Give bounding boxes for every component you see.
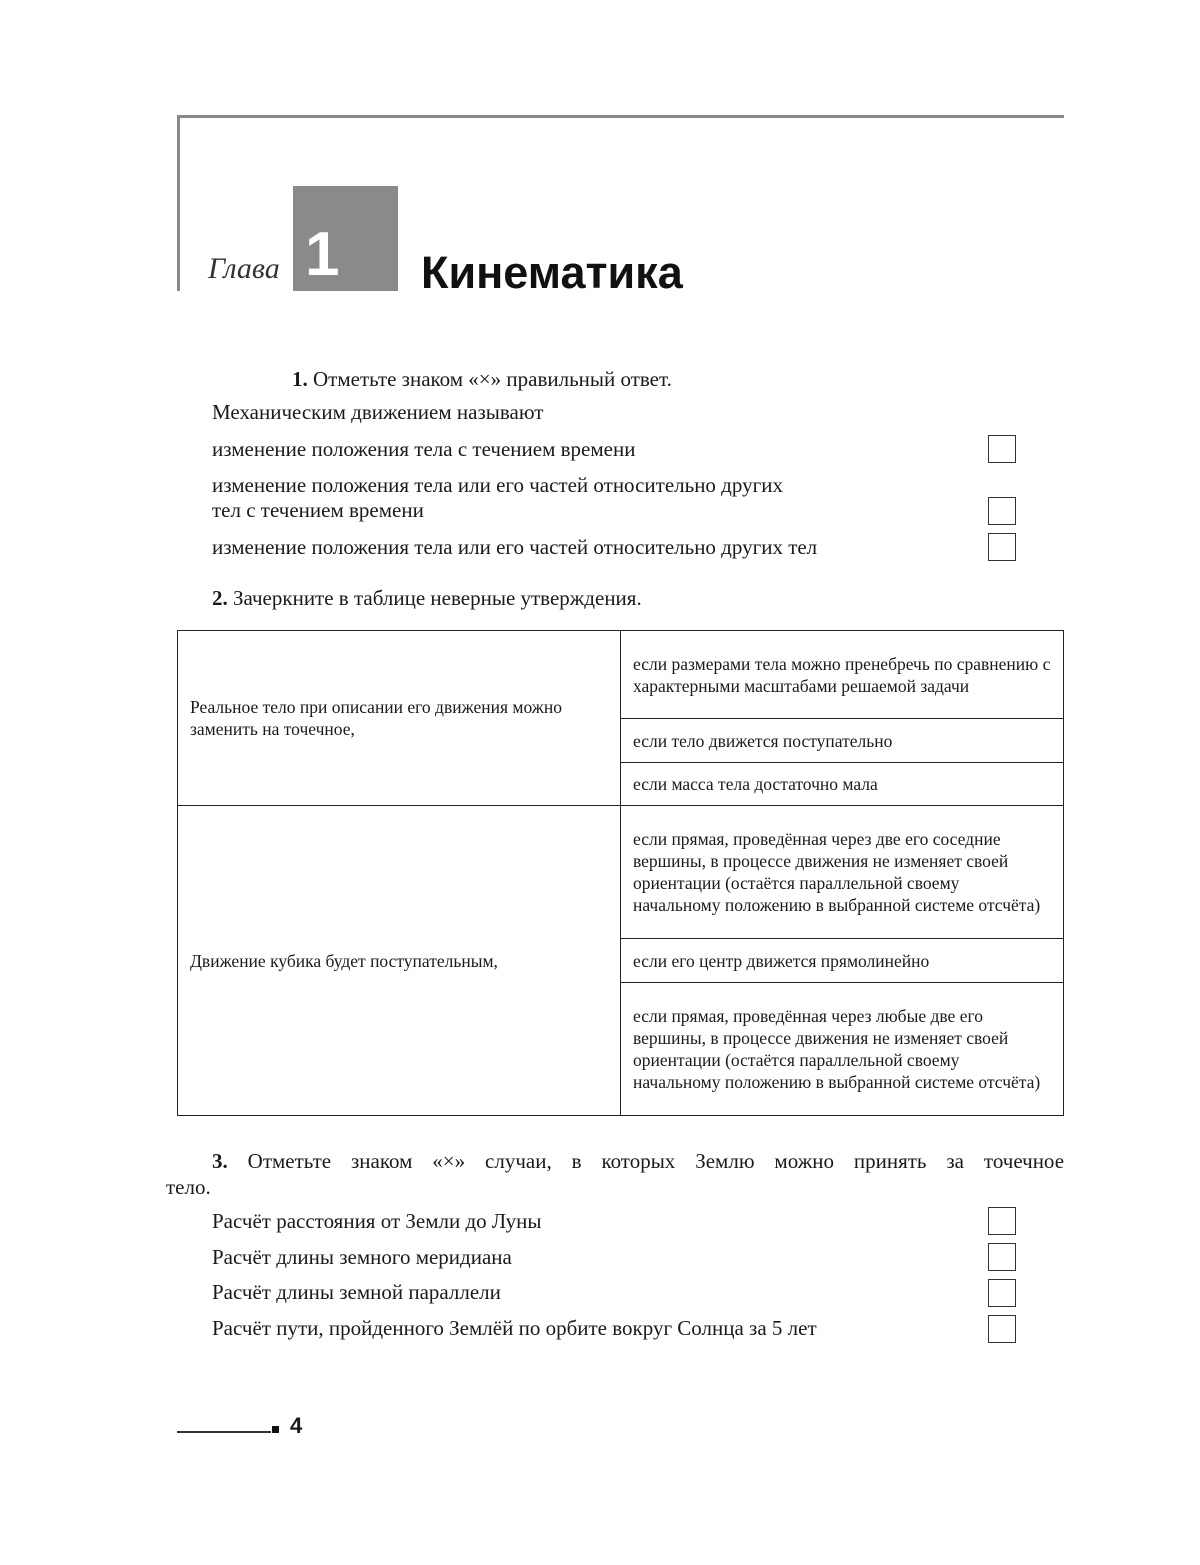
question-3-option-2: Расчёт длины земного меридиана	[212, 1245, 512, 1269]
table-row-2-left: Движение кубика будет поступательным,	[178, 806, 621, 1116]
question-1-prompt	[292, 366, 672, 392]
question-3-option-3: Расчёт длины земной параллели	[212, 1280, 501, 1304]
question-3-checkbox-4[interactable]	[988, 1315, 1016, 1343]
question-3-prompt	[212, 1148, 1064, 1174]
question-1-number: 1.	[292, 367, 308, 391]
table-row-2-option-1[interactable]: если прямая, проведённая через две его соседние вершины, в процессе движения не изменяет своей ориентации (остаётся параллельной своему начальному положению в выбранной системе отсчёта)	[621, 806, 1064, 939]
footer-rule	[177, 1431, 271, 1433]
footer-square-icon	[272, 1426, 279, 1433]
question-1-option-2: изменение положения тела или его частей относительно других	[212, 473, 783, 497]
question-3-checkbox-1[interactable]	[988, 1207, 1016, 1235]
question-2-prompt	[212, 585, 642, 611]
table-row-1-option-2[interactable]: если тело движется поступательно	[621, 719, 1064, 763]
question-1-checkbox-2[interactable]	[988, 497, 1016, 525]
table-row-2-option-2[interactable]: если его центр движется прямолинейно	[621, 939, 1064, 983]
table-row-1-left: Реальное тело при описании его движения можно заменить на точечное,	[178, 631, 621, 806]
table-row-2-option-3[interactable]: если прямая, проведённая через любые две его вершины, в процессе движения не изменяет своей ориентации (остаётся параллельной своему начальному положению в выбранной системе отсчёта)	[621, 983, 1064, 1116]
question-3-option-4: Расчёт пути, пройденного Землёй по орбите вокруг Солнца за 5 лет	[212, 1316, 817, 1340]
chapter-number: 1	[305, 220, 340, 289]
question-3-number: 3.	[212, 1149, 228, 1173]
question-1-option-2-cont: тел с течением времени	[212, 498, 424, 522]
question-3-text: Отметьте знаком «×» случаи, в которых Землю можно принять за точечное	[247, 1149, 1065, 1173]
question-3-checkbox-2[interactable]	[988, 1243, 1016, 1271]
question-1-option-3: изменение положения тела или его частей относительно других тел	[212, 535, 818, 559]
question-1-checkbox-1[interactable]	[988, 435, 1016, 463]
statements-table	[177, 630, 1064, 1116]
question-1-option-1: изменение положения тела с течением времени	[212, 437, 636, 461]
table-row-1-option-3[interactable]: если масса тела достаточно мала	[621, 763, 1064, 806]
chapter-title: Кинематика	[421, 247, 683, 298]
question-1-stem: Механическим движением называют	[212, 400, 544, 424]
page-number: 4	[290, 1413, 303, 1438]
question-2-number: 2.	[212, 586, 228, 610]
question-3-text-cont: тело.	[166, 1175, 211, 1199]
question-3-checkbox-3[interactable]	[988, 1279, 1016, 1307]
question-1-text: Отметьте знаком «×» правильный ответ.	[313, 367, 672, 391]
question-3-option-1: Расчёт расстояния от Земли до Луны	[212, 1209, 542, 1233]
question-1-checkbox-3[interactable]	[988, 533, 1016, 561]
chapter-word: Глава	[208, 252, 280, 285]
question-2-text: Зачеркните в таблице неверные утверждения.	[233, 586, 642, 610]
table-row-1-option-1[interactable]: если размерами тела можно пренебречь по сравнению с характерными масштабами решаемой задачи	[621, 631, 1064, 719]
